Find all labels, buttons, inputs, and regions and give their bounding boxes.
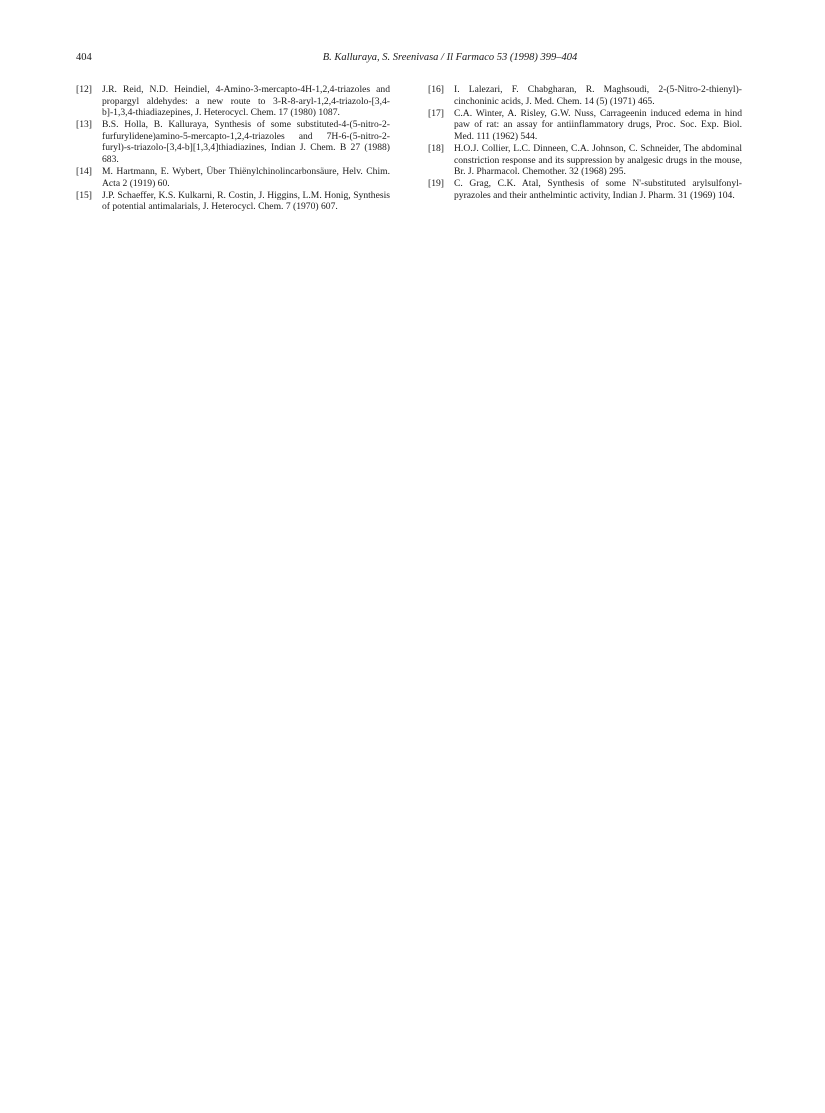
reference-number: [19] — [428, 178, 444, 190]
reference-text: C.A. Winter, A. Risley, G.W. Nuss, Carrageenin induced edema in hind paw of rat: an assay for antiinflammatory drugs, Proc. Soc. Exp. Biol. Med. 111 (1962) 544. — [454, 107, 742, 142]
reference-number: [14] — [76, 166, 92, 178]
reference-item — [428, 143, 742, 178]
reference-item — [76, 119, 390, 165]
reference-number: [16] — [428, 84, 444, 95]
reference-item — [76, 190, 390, 213]
running-head: B. Kalluraya, S. Sreenivasa / Il Farmaco 53 (1998) 399–404 — [322, 52, 578, 63]
reference-number: [15] — [76, 189, 92, 201]
reference-number: [13] — [76, 119, 92, 131]
references-right-column — [428, 84, 742, 202]
reference-text: C. Grag, C.K. Atal, Synthesis of some N'-substituted arylsulfonyl-pyrazoles and their anthelmintic activity, Indian J. Pharm. 31 (1969) 104. — [454, 178, 742, 201]
page-number: 404 — [76, 52, 92, 63]
reference-item — [76, 84, 390, 119]
reference-text: I. Lalezari, F. Chabgharan, R. Maghsoudi, 2-(5-Nitro-2-thienyl)-cinchoninic acids, J. Med. Chem. 14 (5) (1971) 465. — [454, 84, 742, 107]
reference-number: [18] — [428, 142, 444, 154]
reference-item — [428, 84, 742, 107]
reference-text: J.P. Schaeffer, K.S. Kulkarni, R. Costin, J. Higgins, L.M. Honig, Synthesis of potential antimalarials, J. Heterocycl. Chem. 7 (1970) 607. — [102, 189, 390, 213]
reference-item — [76, 166, 390, 189]
references-left-column — [76, 84, 390, 214]
reference-text: M. Hartmann, E. Wybert, Über Thiënylchinolincarbonsäure, Helv. Chim. Acta 2 (1919) 60. — [102, 166, 390, 189]
reference-text: B.S. Holla, B. Kalluraya, Synthesis of some substituted-4-(5-nitro-2-furfurylidene)amino-5-mercapto-1,2,4-triazoles and 7H-6-(5-nitro-2-furyl)-s-triazolo-[3,4-b][1,3,4]thiadiazines, Indian J. Chem. B 27 (1988) 683. — [102, 119, 390, 166]
reference-number: [17] — [428, 107, 444, 119]
reference-item — [428, 178, 742, 201]
reference-number: [12] — [76, 84, 92, 95]
reference-item — [428, 108, 742, 143]
reference-text: J.R. Reid, N.D. Heindiel, 4-Amino-3-mercapto-4H-1,2,4-triazoles and propargyl aldehydes: a new route to 3-R-8-aryl-1,2,4-triazolo-[3,4-b]-1,3,4-thiadiazepines, J. Heterocycl. Chem. 17 (1980) 1087. — [102, 84, 390, 119]
reference-text: H.O.J. Collier, L.C. Dinneen, C.A. Johnson, C. Schneider, The abdominal constriction response and its suppression by analgesic drugs in the mouse, Br. J. Pharmacol. Chemother. 32 (1968) 295. — [454, 142, 742, 178]
